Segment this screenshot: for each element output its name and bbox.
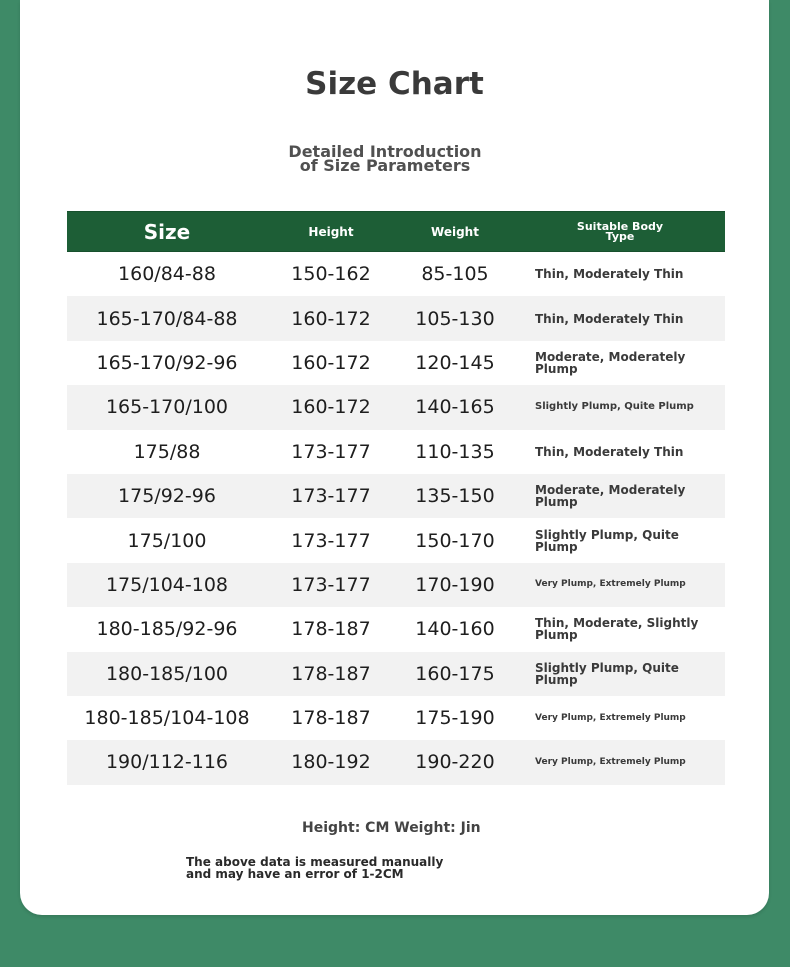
header-body-type-line-1: Suitable Body (576, 219, 664, 233)
cell-weight: 150-170 (415, 529, 495, 552)
cell-size: 160/84-88 (118, 263, 216, 286)
header-height: Height (267, 212, 395, 252)
table-header-row (67, 212, 725, 252)
cell-height: 180-192 (267, 740, 395, 784)
cell-size: 180-185/104-108 (84, 707, 250, 730)
cell-weight: 110-135 (415, 440, 495, 463)
cell-body-type: Thin, Moderately Thin (535, 267, 684, 282)
cell-body-type: Thin, Moderate, Slightly Plump (535, 616, 699, 643)
cell-size: 175/100 (127, 529, 207, 552)
table-row (67, 652, 725, 696)
table-row (67, 385, 725, 429)
cell-body-type: Thin, Moderately Thin (535, 444, 684, 459)
cell-height: 173-177 (291, 529, 371, 552)
size-table (67, 211, 725, 785)
table-row (67, 607, 725, 651)
table-row (67, 696, 725, 740)
cell-height: 173-177 (267, 563, 395, 607)
cell-size: 180-185/92-96 (96, 618, 238, 641)
cell-size: 175/88 (133, 440, 201, 463)
cell-size: 165-170/92-96 (96, 351, 238, 374)
cell-body-type: Slightly Plump, Quite Plump (515, 652, 725, 696)
header-body-type (515, 212, 725, 252)
cell-weight: 140-160 (415, 618, 495, 641)
cell-weight: 170-190 (395, 563, 515, 607)
header-body-type-line-2: Type (605, 229, 635, 243)
cell-body-type: Slightly Plump, Quite Plump (515, 385, 725, 429)
header-size: Size (67, 212, 267, 252)
cell-height: 160-172 (267, 296, 395, 340)
cell-body-type: Very Plump, Extremely Plump (535, 712, 686, 723)
size-chart-card (20, 0, 769, 915)
cell-weight: 105-130 (395, 296, 515, 340)
subtitle-line-1: Detailed Introduction (288, 142, 482, 161)
table-row (67, 740, 725, 784)
unit-note: Height: CM Weight: Jin (302, 820, 481, 836)
error-note-line-2: and may have an error of 1-2CM (186, 867, 404, 881)
table-row (67, 563, 725, 607)
cell-height: 173-177 (267, 474, 395, 518)
cell-body-type: Slightly Plump, Quite Plump (535, 527, 679, 554)
cell-size: 175/92-96 (67, 474, 267, 518)
cell-weight: 135-150 (395, 474, 515, 518)
table-row (67, 474, 725, 518)
cell-size: 165-170/84-88 (67, 296, 267, 340)
cell-height: 178-187 (291, 707, 371, 730)
error-note-line-1: The above data is measured manually (186, 855, 444, 869)
cell-body-type: Moderate, Moderately Plump (515, 474, 725, 518)
cell-body-type: Thin, Moderately Thin (515, 296, 725, 340)
cell-height: 160-172 (267, 385, 395, 429)
table-row (67, 518, 725, 562)
cell-height: 160-172 (291, 351, 371, 374)
cell-weight: 190-220 (395, 740, 515, 784)
cell-height: 173-177 (291, 440, 371, 463)
cell-size: 175/104-108 (67, 563, 267, 607)
header-weight: Weight (395, 212, 515, 252)
table-row (67, 252, 725, 297)
cell-weight: 85-105 (421, 263, 489, 286)
table-row (67, 341, 725, 385)
page-title: Size Chart (305, 66, 484, 102)
table-row (67, 296, 725, 340)
cell-body-type: Very Plump, Extremely Plump (515, 563, 725, 607)
cell-body-type: Moderate, Moderately Plump (535, 349, 686, 376)
cell-height: 150-162 (291, 263, 371, 286)
page-subtitle (250, 142, 520, 175)
cell-height: 178-187 (291, 618, 371, 641)
table-row (67, 430, 725, 474)
cell-weight: 120-145 (415, 351, 495, 374)
cell-weight: 140-165 (395, 385, 515, 429)
cell-weight: 160-175 (395, 652, 515, 696)
error-note (186, 856, 443, 880)
subtitle-line-2: of Size Parameters (299, 156, 471, 175)
cell-size: 190/112-116 (67, 740, 267, 784)
cell-body-type: Very Plump, Extremely Plump (515, 740, 725, 784)
cell-size: 165-170/100 (67, 385, 267, 429)
cell-weight: 175-190 (415, 707, 495, 730)
cell-height: 178-187 (267, 652, 395, 696)
cell-size: 180-185/100 (67, 652, 267, 696)
